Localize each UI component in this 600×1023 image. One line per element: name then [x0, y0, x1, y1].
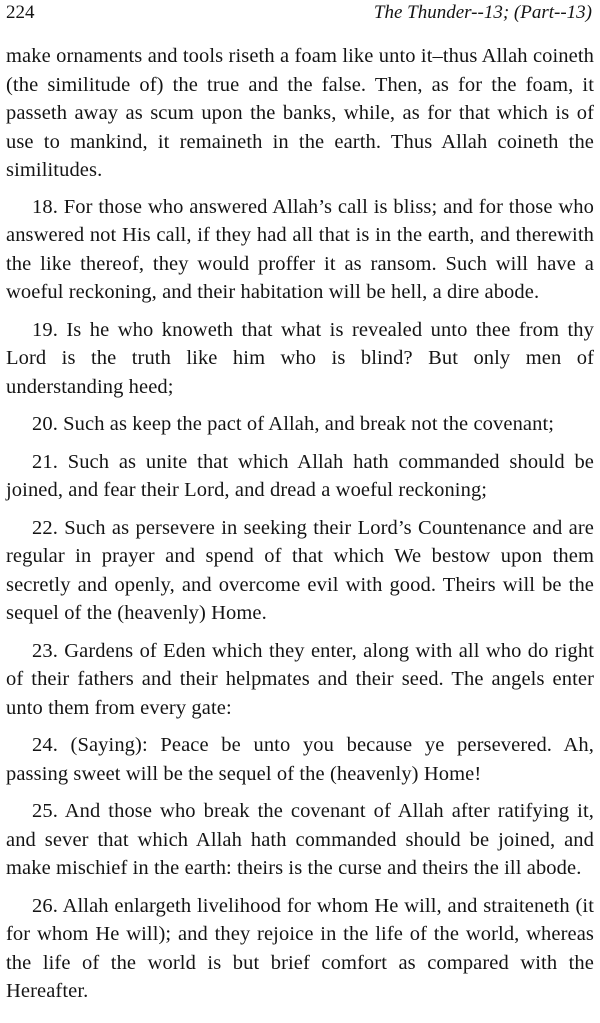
verse-23: 23. Gardens of Eden which they enter, along with all who do right of their fathers and their helpmates and their seed. The angels enter unto them from every gate: — [6, 639, 594, 719]
continued-paragraph: make ornaments and tools riseth a foam like unto it–thus Allah coineth (the similitude of) the true and the false. Then, as for the foam, it passeth away as scum upon the banks, while, as for that which is of use to mankind, it remaineth in the earth. Thus Allah coineth the similitudes. — [6, 45, 594, 181]
page-body — [6, 42, 594, 1015]
page-number: 224 — [6, 2, 35, 23]
verse-25: 25. And those who break the covenant of Allah after ratifying it, and sever that which Allah hath commanded should be joined, and make mischief in the earth: theirs is the curse and theirs the ill abode. — [6, 800, 594, 879]
verse-26: 26. Allah enlargeth livelihood for whom He will, and straiteneth (it for whom He will); and they rejoice in the life of the world, whereas the life of the world is but brief comfort as compared with the Hereafter. — [6, 894, 594, 1002]
verse-22: 22. Such as persevere in seeking their Lord’s Countenance and are regular in prayer and spend of that which We bestow upon them secretly and openly, and overcome evil with good. Theirs will be the sequel of the (heavenly) Home. — [6, 516, 594, 624]
page-header — [6, 2, 592, 32]
running-title: The Thunder--13; (Part--13) — [373, 2, 592, 23]
verse-19: 19. Is he who knoweth that what is revealed unto thee from thy Lord is the truth like him who is blind? But only men of understanding heed; — [6, 318, 594, 398]
verse-21: 21. Such as unite that which Allah hath commanded should be joined, and fear their Lord, and dread a woeful reckoning; — [6, 450, 594, 501]
verse-20: 20. Such as keep the pact of Allah, and break not the covenant; — [32, 413, 555, 435]
verse-24: 24. (Saying): Peace be unto you because ye persevered. Ah, passing sweet will be the sequel of the (heavenly) Home! — [6, 734, 594, 785]
verse-18: 18. For those who answered Allah’s call is bliss; and for those who answered not His call, if they had all that is in the earth, and therewith the like thereof, they would proffer it as ransom. Such will have a woeful reckoning, and their habitation will be hell, a dire abode. — [6, 195, 594, 303]
